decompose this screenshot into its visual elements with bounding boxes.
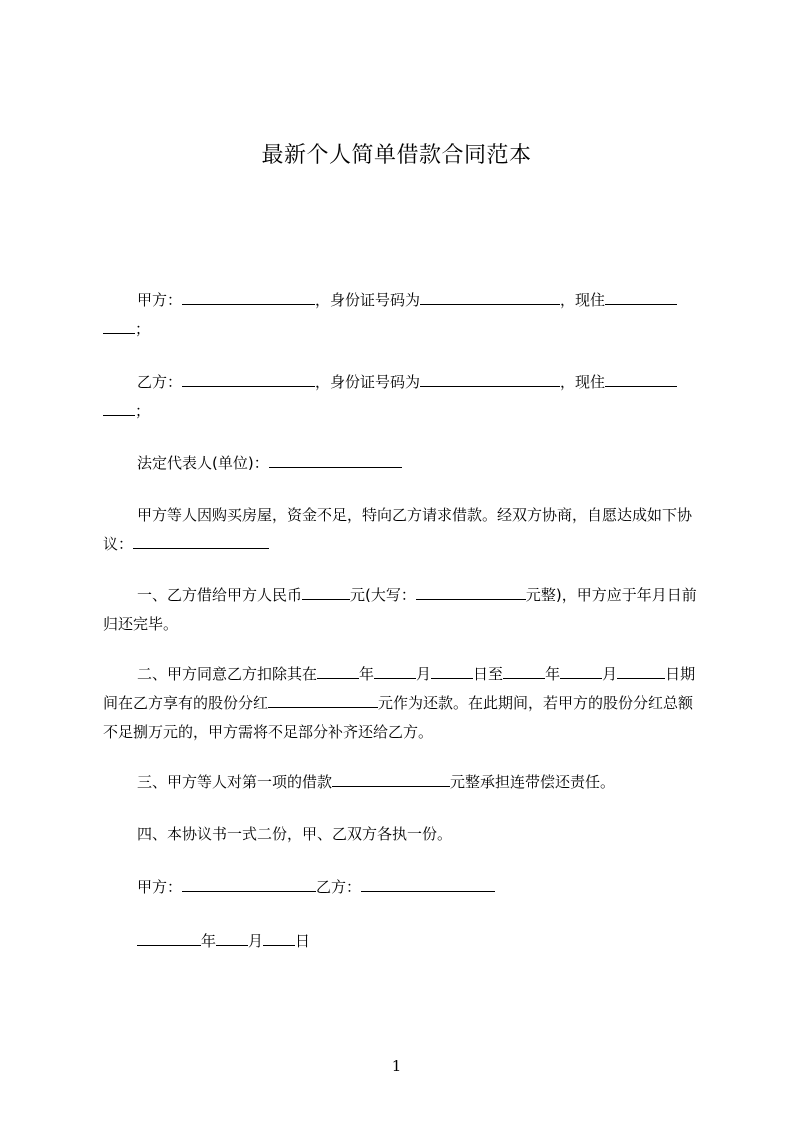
- date-month-blank: [216, 931, 248, 946]
- clause-2: [103, 660, 703, 747]
- party-b-address-label: ，现住: [560, 373, 606, 391]
- date-month-label: 月: [248, 932, 264, 950]
- clause3-suffix: 元整承担连带偿还责任。: [450, 773, 616, 791]
- signature-party-a-label: 甲方：: [137, 878, 183, 896]
- date-year-label: 年: [201, 932, 217, 950]
- clause2-end-day-blank: [617, 664, 649, 679]
- clause4-text: 四、本协议书一式二份，甲、乙双方各执一份。: [137, 825, 453, 843]
- clause2-suffix: 元作为还款。在此期间，若甲方的股份分红总额不足捌万元的，甲方需将不足部分补齐还给乙方。: [103, 694, 694, 741]
- party-a-address-blank-continued: [103, 319, 135, 334]
- clause1-unit: 元(大写：: [350, 586, 416, 604]
- signature-line: [103, 873, 703, 902]
- party-a-info: [103, 286, 703, 344]
- clause2-start-day-blank: [431, 664, 473, 679]
- party-b-id-label: ，身份证号码为: [315, 373, 421, 391]
- clause2-year1: 年: [359, 665, 375, 683]
- party-b-id-blank: [420, 372, 560, 387]
- clause2-month1: 月: [416, 665, 432, 683]
- legal-rep-label: 法定代表人(单位)：: [137, 454, 269, 472]
- clause2-end-year-blank: [503, 664, 545, 679]
- party-b-label: 乙方：: [137, 373, 183, 391]
- party-a-id-blank: [420, 290, 560, 305]
- document-title: 最新个人简单借款合同范本: [261, 143, 532, 168]
- date-line: [103, 927, 703, 956]
- signature-party-b-blank: [361, 877, 495, 892]
- clause-4: [103, 820, 703, 849]
- legal-rep-blank: [269, 453, 402, 468]
- clause2-start-year-blank: [317, 664, 359, 679]
- clause2-end-day-blank-continued: [649, 664, 665, 679]
- date-year-blank: [137, 931, 201, 946]
- clause1-amount-blank: [302, 585, 350, 600]
- clause2-prefix: 二、甲方同意乙方扣除其在: [137, 665, 318, 683]
- clause2-start-month-blank: [374, 664, 416, 679]
- intro-paragraph: [103, 501, 703, 559]
- clause2-mid: 日期间在乙方享有的股份分红: [103, 665, 696, 712]
- party-a-name-blank: [182, 290, 315, 305]
- clause3-prefix: 三、甲方等人对第一项的借款: [137, 773, 333, 791]
- clause2-end-month-blank: [560, 664, 602, 679]
- clause-3: [103, 768, 703, 797]
- party-b-info: [103, 368, 703, 426]
- clause1-suffix: 元整)，甲方应于年月日前归还完毕。: [103, 586, 697, 633]
- party-b-end: ；: [135, 402, 151, 420]
- clause-1: [103, 581, 703, 639]
- legal-representative: [103, 449, 703, 478]
- party-a-address-blank: [605, 290, 677, 305]
- party-a-id-label: ，身份证号码为: [315, 291, 421, 309]
- clause3-amount-blank: [332, 772, 450, 787]
- date-day-label: 日: [295, 932, 311, 950]
- clause1-written-amount-blank: [416, 585, 526, 600]
- signature-party-b-label: 乙方：: [316, 878, 362, 896]
- clause2-year2: 年: [545, 665, 561, 683]
- party-b-name-blank: [182, 372, 315, 387]
- date-day-blank: [263, 931, 295, 946]
- page-number: 1: [391, 1057, 402, 1075]
- party-a-label: 甲方：: [137, 291, 183, 309]
- clause2-dividend-blank: [268, 693, 378, 708]
- signature-party-a-blank: [182, 877, 316, 892]
- clause1-prefix: 一、乙方借给甲方人民币: [137, 586, 303, 604]
- party-b-address-blank-continued: [103, 401, 135, 416]
- party-a-end: ；: [135, 320, 151, 338]
- intro-text: 甲方等人因购买房屋，资金不足，特向乙方请求借款。经双方协商，自愿达成如下协议：: [103, 506, 693, 553]
- party-b-address-blank: [605, 372, 677, 387]
- intro-blank: [133, 534, 269, 549]
- clause2-month2: 月: [602, 665, 618, 683]
- party-a-address-label: ，现住: [560, 291, 606, 309]
- clause2-day-to: 日至: [473, 665, 504, 683]
